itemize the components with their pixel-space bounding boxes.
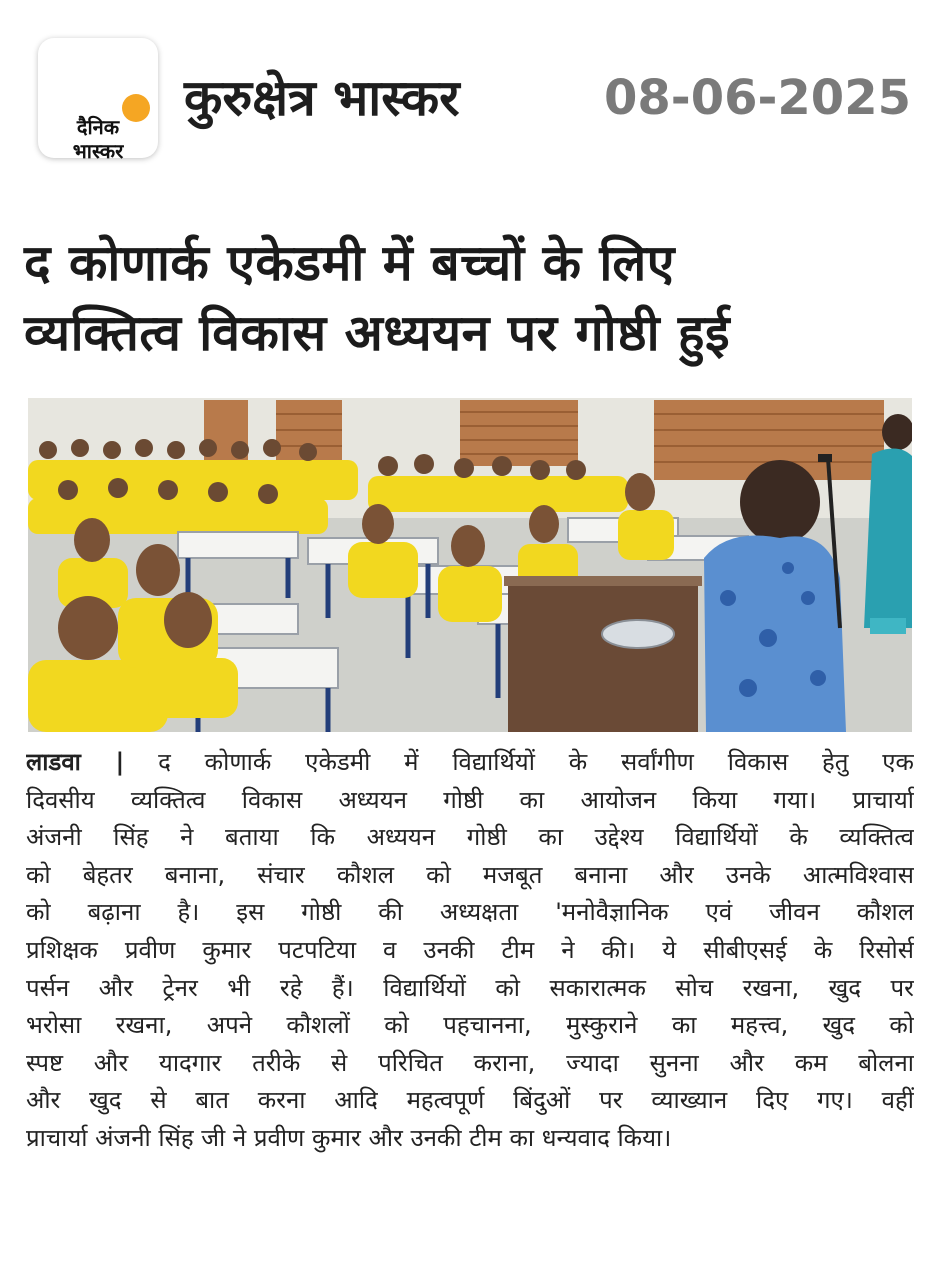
article-dateline: लाडवा |	[26, 748, 125, 776]
header	[0, 0, 943, 200]
article-line-7: पर्सन और ट्रेनर भी रहे हैं। विद्यार्थियों को सकारात्मक सोच रखना, खुद पर	[26, 973, 914, 1002]
headline-line-1: द कोणार्क एकेडमी में बच्चों के लिए	[24, 234, 675, 292]
article-line-10: और खुद से बात करना आदि महत्वपूर्ण बिंदुओं पर व्याख्यान दिए गए। वहीं	[26, 1086, 914, 1115]
article-line-11: प्राचार्या अंजनी सिंह जी ने प्रवीण कुमार और उनकी टीम का धन्यवाद किया।	[26, 1123, 672, 1152]
article-line-3: अंजनी सिंह ने बताया कि अध्ययन गोष्ठी का उद्देश्य विद्यार्थियों के व्यक्तित्व	[26, 823, 914, 852]
article-line-1	[26, 744, 914, 782]
article-body	[26, 744, 914, 1158]
article-line-5: को बढ़ाना है। इस गोष्ठी की अध्यक्षता 'मनोवैज्ञानिक एवं जीवन कौशल	[26, 898, 914, 927]
newspaper-logo	[38, 38, 158, 163]
edition-date: 08-06-2025	[603, 70, 911, 126]
article-line-8: भरोसा रखना, अपने कौशलों को पहचानना, मुस्कुराने का महत्त्व, खुद को	[26, 1011, 914, 1040]
article-line-4: को बेहतर बनाना, संचार कौशल को मजबूत बनाना और उनके आत्मविश्वास	[26, 860, 914, 889]
article-line-9: स्पष्ट और यादगार तरीके से परिचित कराना, ज्यादा सुनना और कम बोलना	[26, 1048, 914, 1077]
classroom-photo-illustration	[28, 398, 912, 732]
logo-text-line2: भास्कर	[72, 139, 124, 163]
article-line-1-text: द कोणार्क एकेडमी में विद्यार्थियों के सर्वांगीण विकास हेतु एक	[158, 748, 914, 776]
headline-line-2: व्यक्तित्व विकास अध्ययन पर गोष्ठी हुई	[24, 304, 731, 362]
edition-title: कुरुक्षेत्र भास्कर	[184, 69, 460, 127]
article-line-2: दिवसीय व्यक्तित्व विकास अध्ययन गोष्ठी का आयोजन किया गया। प्राचार्या	[26, 785, 914, 814]
classroom-photo	[28, 398, 912, 732]
logo-text-line1: दैनिक	[76, 115, 120, 139]
headline	[24, 228, 924, 368]
article-line-6: प्रशिक्षक प्रवीण कुमार पटपटिया व उनकी टीम ने की। ये सीबीएसई के रिसोर्स	[26, 935, 914, 964]
